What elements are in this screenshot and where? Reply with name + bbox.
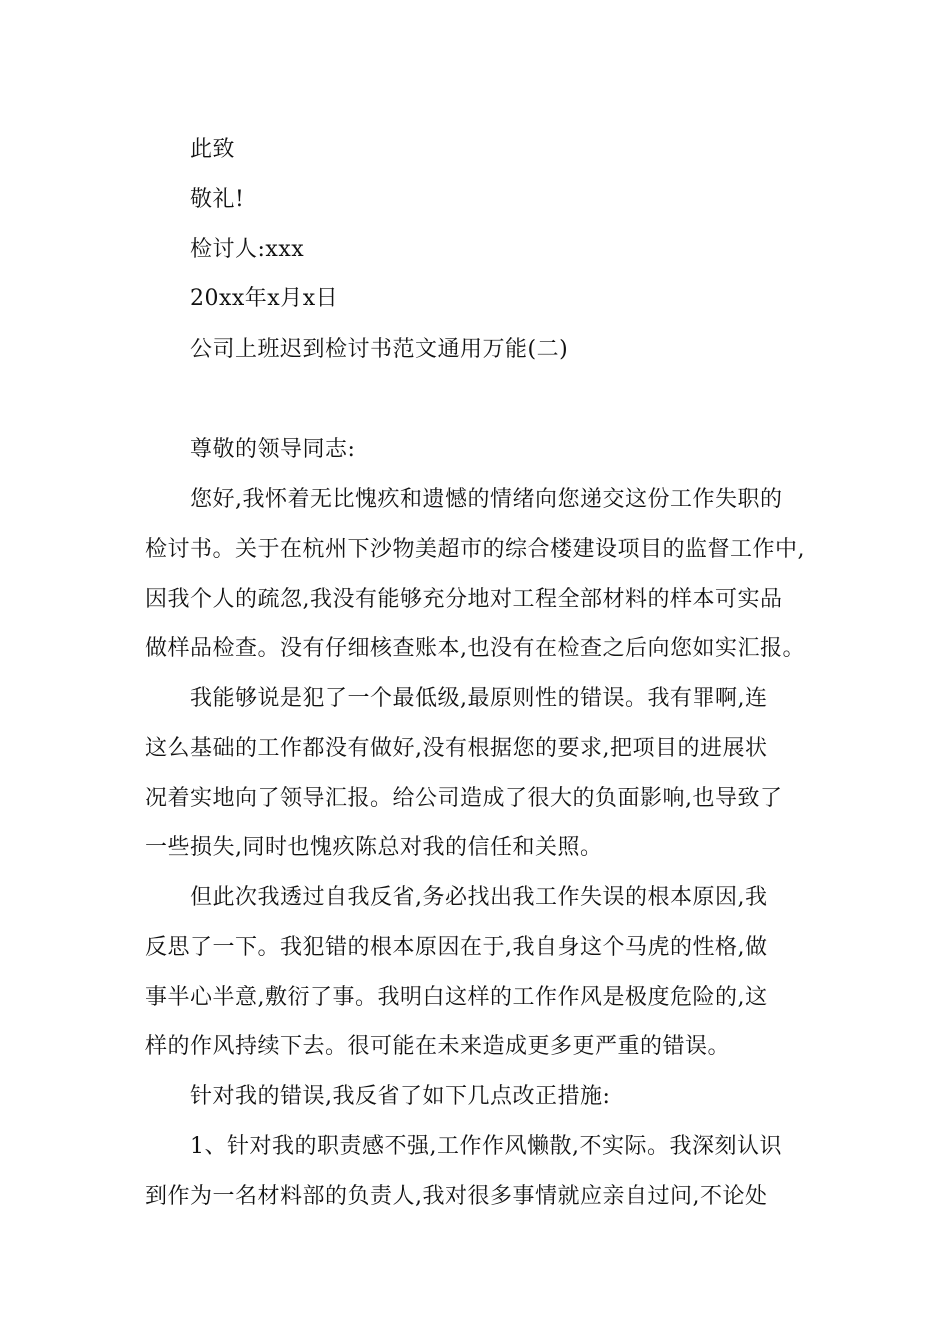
signer-line: 检讨人:xxx (190, 237, 305, 262)
paragraph-line: 但此次我透过自我反省,务必找出我工作失误的根本原因,我 (190, 885, 768, 910)
paragraph-line: 您好,我怀着无比愧疚和遗憾的情绪向您递交这份工作失职的 (190, 487, 783, 512)
paragraph-line: 一些损失,同时也愧疚陈总对我的信任和关照。 (145, 835, 603, 860)
paragraph-line: 况着实地向了领导汇报。给公司造成了很大的负面影响,也导致了 (145, 786, 783, 811)
paragraph-line: 1、针对我的职责感不强,工作作风懒散,不实际。我深刻认识 (190, 1134, 782, 1159)
greeting: 尊敬的领导同志: (190, 437, 356, 462)
closing-regards: 敬礼! (190, 187, 245, 212)
paragraph-line: 做样品检查。没有仔细核查账本,也没有在检查之后向您如实汇报。 (145, 636, 805, 661)
paragraph-line: 这么基础的工作都没有做好,没有根据您的要求,把项目的进展状 (145, 736, 768, 761)
document-title: 公司上班迟到检讨书范文通用万能(二) (190, 337, 569, 362)
paragraph-line: 针对我的错误,我反省了如下几点改正措施: (190, 1084, 611, 1109)
paragraph-line: 到作为一名材料部的负责人,我对很多事情就应亲自过问,不论处 (145, 1184, 768, 1209)
paragraph-line: 因我个人的疏忽,我没有能够充分地对工程全部材料的样本可实品 (145, 587, 783, 612)
date-line: 20xx年x月x日 (190, 286, 339, 311)
paragraph-line: 样的作风持续下去。很可能在未来造成更多更严重的错误。 (145, 1034, 731, 1059)
paragraph-line: 反思了一下。我犯错的根本原因在于,我自身这个马虎的性格,做 (145, 935, 768, 960)
closing-salutation: 此致 (190, 137, 236, 162)
paragraph-line: 检讨书。关于在杭州下沙物美超市的综合楼建设项目的监督工作中, (145, 537, 805, 562)
paragraph-line: 我能够说是犯了一个最低级,最原则性的错误。我有罪啊,连 (190, 686, 768, 711)
paragraph-line: 事半心半意,敷衍了事。我明白这样的工作作风是极度危险的,这 (145, 985, 768, 1010)
